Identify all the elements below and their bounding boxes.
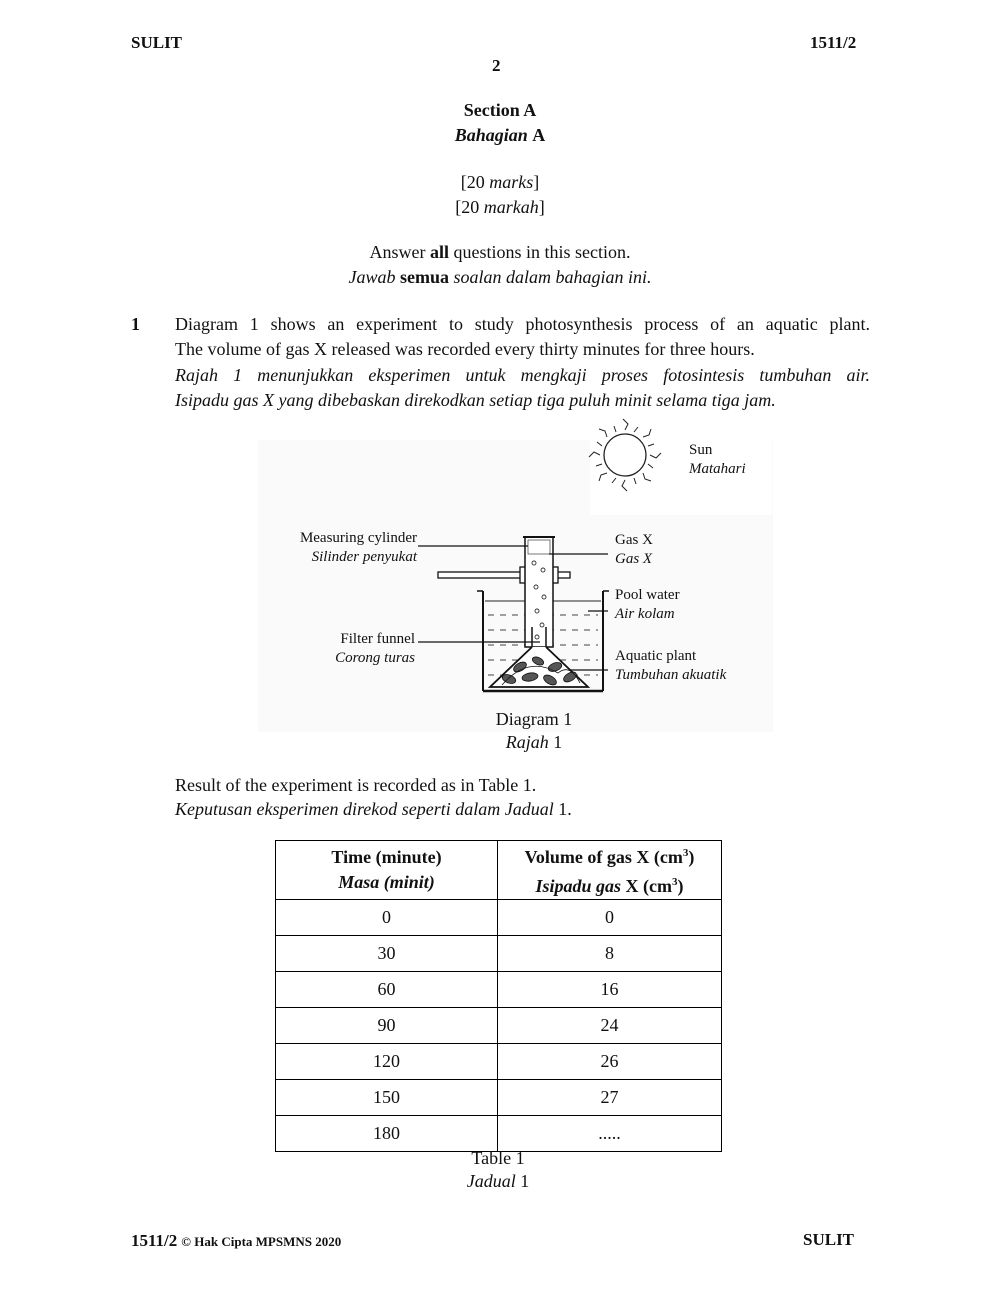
volume-cell: 24	[498, 1008, 722, 1044]
instruction-en: Answer all questions in this section.	[369, 242, 631, 262]
question-line-3: Rajah 1 menunjukkan eksperimen untuk mengkaji proses fotosintesis tumbuhan air.	[175, 365, 870, 385]
table-row	[276, 900, 722, 936]
header-time: Time (minute) Masa (minit)	[276, 841, 498, 900]
time-cell: 60	[276, 972, 498, 1008]
marks-ms: [20 markah]	[455, 197, 545, 217]
table-row	[276, 1080, 722, 1116]
table-caption: Table 1	[471, 1148, 525, 1168]
volume-cell: 26	[498, 1044, 722, 1080]
table-row	[276, 1044, 722, 1080]
sun-icon	[589, 419, 661, 491]
table-header-row	[276, 841, 722, 900]
table-caption-ms: Jadual 1	[466, 1171, 530, 1191]
page-number: 2	[492, 56, 501, 75]
label-pool-water: Pool water Air kolam	[615, 587, 680, 622]
results-table	[275, 840, 722, 1152]
volume-cell: 16	[498, 972, 722, 1008]
question-line-2: The volume of gas X released was recorded every thirty minutes for three hours.	[175, 339, 755, 359]
time-cell: 30	[276, 936, 498, 972]
diagram-caption-ms: Rajah 1	[505, 732, 563, 752]
volume-cell: 8	[498, 936, 722, 972]
header-sulit: SULIT	[131, 33, 183, 52]
section-title-ms: Bahagian A	[454, 125, 546, 145]
volume-cell-blank: .....	[498, 1116, 722, 1152]
table-row	[276, 936, 722, 972]
label-gas-x: Gas X Gas X	[615, 532, 653, 567]
time-cell: 120	[276, 1044, 498, 1080]
question-line-1: Diagram 1 shows an experiment to study photosynthesis process of an aquatic plant.	[175, 314, 870, 334]
label-sun: Sun Matahari	[689, 442, 746, 477]
label-filter-funnel: Filter funnel Corong turas	[335, 631, 415, 666]
volume-cell: 27	[498, 1080, 722, 1116]
time-cell: 150	[276, 1080, 498, 1116]
header-paper-code: 1511/2	[810, 33, 857, 52]
header-volume: Volume of gas X $(cm^3)$ Isipadu gas X $(cm^3)$	[498, 841, 722, 900]
diagram-caption: Diagram 1	[495, 709, 573, 729]
table-row	[276, 972, 722, 1008]
result-intro-en: Result of the experiment is recorded as in Table 1.	[175, 775, 537, 795]
footer-left: 1511/2 © Hak Cipta MPSMNS 2020	[131, 1231, 342, 1250]
label-measuring-cylinder: Measuring cylinder Silinder penyukat	[299, 530, 417, 565]
question-number: 1	[131, 314, 140, 334]
time-cell: 90	[276, 1008, 498, 1044]
question-line-4: Isipadu gas X yang dibebaskan direkodkan setiap tiga puluh minit selama tiga jam.	[175, 390, 776, 410]
table-row	[276, 1116, 722, 1152]
table-row	[276, 1008, 722, 1044]
time-cell: 0	[276, 900, 498, 936]
time-cell: 180	[276, 1116, 498, 1152]
marks-en: [20 marks]	[460, 172, 540, 192]
section-title: Section A	[463, 100, 537, 120]
volume-cell: 0	[498, 900, 722, 936]
result-intro-ms: Keputusan eksperimen direkod seperti dalam Jadual 1.	[175, 799, 572, 819]
instruction-ms: Jawab semua soalan dalam bahagian ini.	[348, 267, 652, 287]
footer-sulit: SULIT	[803, 1230, 855, 1249]
label-aquatic-plant: Aquatic plant Tumbuhan akuatik	[615, 648, 727, 683]
